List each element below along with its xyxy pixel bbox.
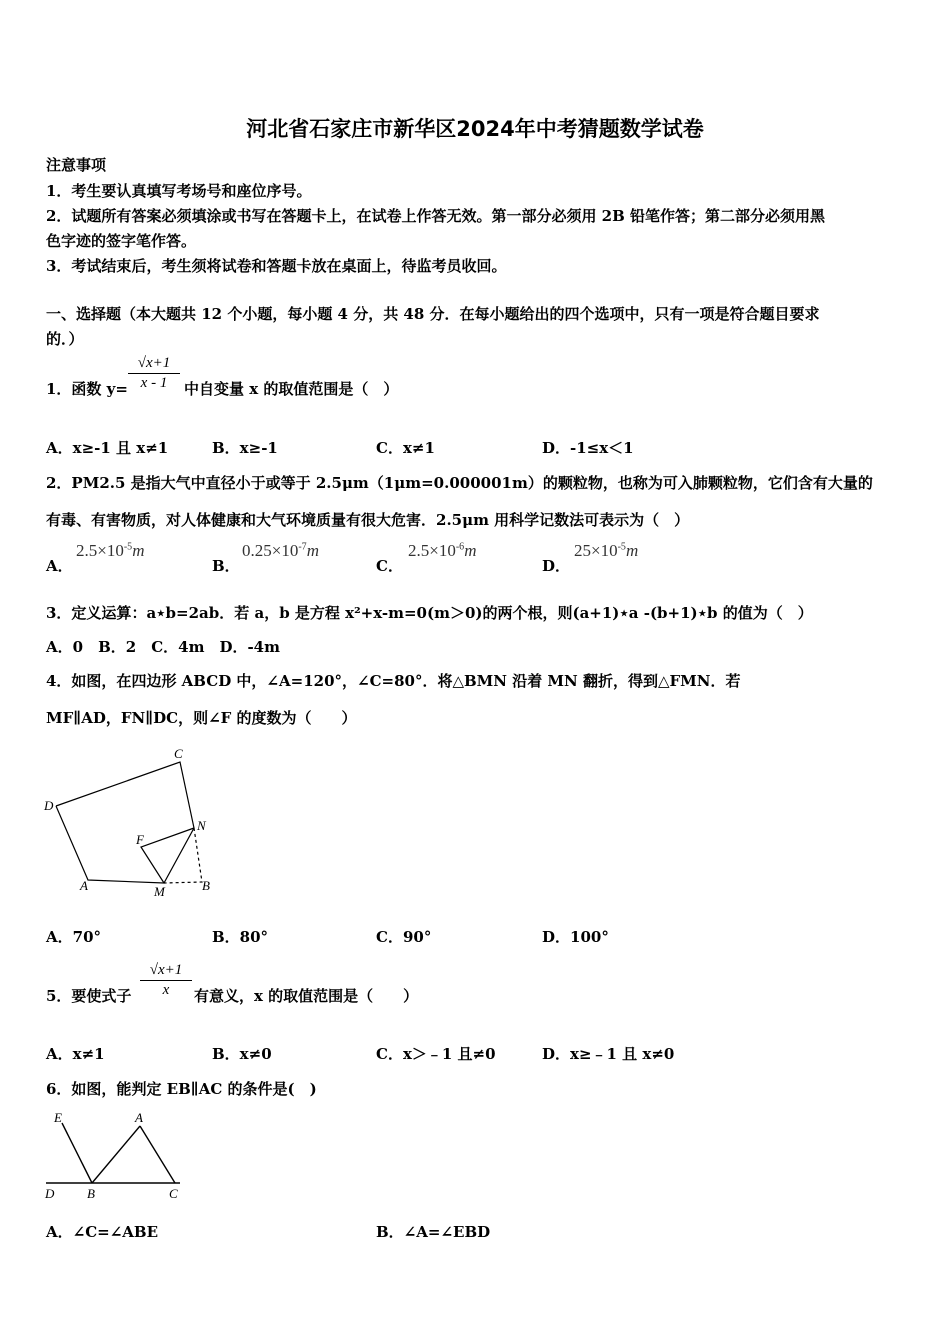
- q6-figure: [40, 1106, 190, 1206]
- q5-numerator: √x+1: [149, 962, 183, 978]
- q4-quadrilateral-figure: [40, 740, 230, 905]
- q1-numerator: √x+1: [137, 355, 171, 371]
- q1-option-d: D．-1≤x＜1: [542, 439, 634, 457]
- q5-fraction: [140, 962, 192, 999]
- segment-eb: [62, 1123, 92, 1183]
- q2-stem: 2．PM2.5 是指大气中直径小于或等于 2.5μm（1μm=0.000001m）的颗粒物，也称为可入肺颗粒物，它们含有大量的: [46, 474, 873, 492]
- q5-option-a: A．x≠1: [46, 1045, 105, 1063]
- q4-stem: 4．如图，在四边形 ABCD 中，∠A=120°，∠C=80°．将△BMN 沿着 MN 翻折，得到△FMN．若: [46, 672, 741, 690]
- section-heading-cont: 的．）: [46, 330, 84, 348]
- q2-option-d-unit: m: [625, 541, 639, 560]
- q2-option-c-exponent: -6: [455, 541, 465, 553]
- q2-option-d-exponent: -5: [617, 541, 626, 553]
- q2-option-c-unit: m: [464, 541, 477, 560]
- notice-item: 1．考生要认真填写考场号和座位序号。: [46, 182, 312, 200]
- label-n: N: [197, 818, 206, 833]
- q2-option-a-unit: m: [132, 541, 145, 560]
- q4-option-c: C．90°: [376, 928, 432, 946]
- q2-stem-cont: 有毒、有害物质，对人体健康和大气环境质量有很大危害．2.5μm 用科学记数法可表示为（ ）: [46, 511, 690, 529]
- q2-option-a-value: [76, 541, 144, 561]
- page-title: 河北省石家庄市新华区2024年中考猜题数学试卷: [246, 117, 704, 141]
- q2-option-b-unit: m: [306, 541, 319, 560]
- label-d: D: [44, 798, 54, 813]
- q2-option-d-value: [574, 541, 638, 561]
- q6-option-a: A．∠C=∠ABE: [46, 1223, 159, 1241]
- q2-option-a-mantissa: 2.5×10: [76, 541, 124, 560]
- q1-prefix: 1．函数 y=: [46, 380, 128, 398]
- q1-option-b: B．x≥-1: [212, 439, 278, 457]
- q5-prefix: 5．要使式子: [46, 987, 132, 1005]
- q2-option-d-mantissa: 25×10: [574, 541, 618, 560]
- q2-option-a-exponent: -5: [123, 541, 133, 553]
- q1-option-a: A．x≥-1 且 x≠1: [46, 439, 169, 457]
- notice-item: 3．考试结束后，考生须将试卷和答题卡放在桌面上，待监考员收回。: [46, 257, 507, 275]
- q5-denominator: x: [162, 982, 170, 998]
- segment-ba: [92, 1126, 140, 1183]
- q2-option-b-exponent: -7: [298, 541, 307, 553]
- label-b: B: [87, 1186, 95, 1201]
- q5-option-d: D．x≥﹣1 且 x≠0: [542, 1045, 675, 1063]
- q4-option-d: D．100°: [542, 928, 609, 946]
- q5-option-c: C．x＞﹣1 且≠0: [376, 1045, 496, 1063]
- q1-denominator: x - 1: [140, 375, 168, 391]
- label-f: F: [136, 832, 144, 847]
- label-b: B: [202, 878, 210, 893]
- q2-option-c-letter: C．: [376, 557, 403, 575]
- q6-stem: 6．如图，能判定 EB∥AC 的条件是( ): [46, 1080, 317, 1098]
- label-c: C: [169, 1186, 178, 1201]
- label-m: M: [154, 884, 165, 899]
- fraction-bar: [140, 980, 192, 981]
- label-a: A: [135, 1110, 143, 1125]
- q2-option-b-mantissa: 0.25×10: [242, 541, 299, 560]
- q4-stem-cont: MF∥AD，FN∥DC，则∠F 的度数为（ ）: [46, 709, 357, 727]
- q2-option-d-letter: D．: [542, 557, 571, 575]
- q5-option-b: B．x≠0: [212, 1045, 272, 1063]
- q6-option-b: B．∠A=∠EBD: [376, 1223, 491, 1241]
- q2-option-b-value: [242, 541, 319, 561]
- notice-item: 2．试题所有答案必须填涂或书写在答题卡上，在试卷上作答无效。第一部分必须用 2B 铅笔作答；第二部分必须用黑: [46, 207, 826, 225]
- q2-option-a-letter: A．: [46, 557, 73, 575]
- fraction-bar: [128, 373, 180, 374]
- q1-option-c: C．x≠1: [376, 439, 435, 457]
- notice-item: 色字迹的签字笔作答。: [46, 232, 197, 250]
- segment-ac: [140, 1126, 175, 1183]
- label-a: A: [80, 878, 88, 893]
- quadrilateral-outline: [56, 762, 194, 883]
- q4-option-a: A．70°: [46, 928, 102, 946]
- triangle-fmn: [141, 828, 194, 883]
- label-d: D: [45, 1186, 55, 1201]
- q3-stem: 3．定义运算：a⋆b=2ab．若 a，b 是方程 x²+x-m=0(m＞0)的两个根，则(a+1)⋆a -(b+1)⋆b 的值为（ ）: [46, 604, 813, 622]
- q1-suffix: 中自变量 x 的取值范围是（ ）: [184, 380, 399, 398]
- q4-option-b: B．80°: [212, 928, 269, 946]
- q1-fraction: [128, 355, 180, 392]
- q5-suffix: 有意义，x 的取值范围是（ ）: [194, 987, 419, 1005]
- section-heading: 一、选择题（本大题共 12 个小题，每小题 4 分，共 48 分．在每小题给出的四个选项中，只有一项是符合题目要求: [46, 305, 820, 323]
- label-e: E: [54, 1110, 62, 1125]
- label-c: C: [174, 746, 183, 761]
- q2-option-c-value: [408, 541, 476, 561]
- q2-option-c-mantissa: 2.5×10: [408, 541, 456, 560]
- q2-option-b-letter: B．: [212, 557, 240, 575]
- q3-options: A．0 B．2 C．4m D．-4m: [46, 638, 280, 656]
- notice-heading: 注意事项: [46, 156, 107, 174]
